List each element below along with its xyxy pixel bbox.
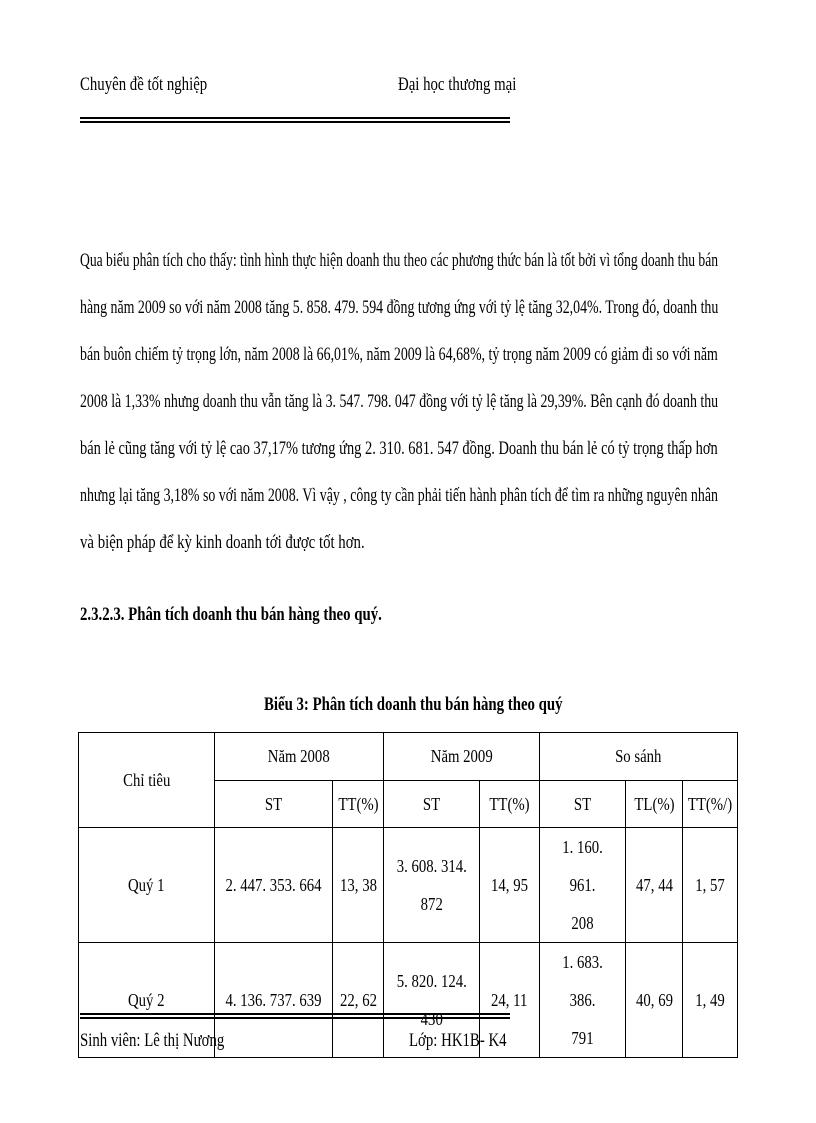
header-left-text: Chuyên đề tốt nghiệp xyxy=(80,74,208,95)
cell-tt-2008: 22, 62 xyxy=(333,943,384,1058)
footer-rule xyxy=(80,1013,510,1019)
row-label: Quý 1 xyxy=(79,828,215,943)
footer-class: Lớp: HK1B- K4 xyxy=(409,1030,507,1051)
subheader-tt-sosanh: TT(%/) xyxy=(683,781,738,828)
paragraph-line: hàng năm 2009 so với năm 2008 tăng 5. 858. 479. 594 đồng tương ứng với tỷ lệ tăng 32,04%. Trong đó, doanh thu xyxy=(80,297,719,318)
cell-tt-2009: 14, 95 xyxy=(480,828,540,943)
subheader-st-sosanh: ST xyxy=(540,781,626,828)
cell-st-2008: 2. 447. 353. 664 xyxy=(215,828,333,943)
cell-tt-sosanh: 1, 57 xyxy=(683,828,738,943)
header-chitieu: Chỉ tiêu xyxy=(79,733,215,828)
cell-tl-sosanh: 47, 44 xyxy=(626,828,683,943)
subheader-tl-sosanh: TL(%) xyxy=(626,781,683,828)
cell-tl-sosanh: 40, 69 xyxy=(626,943,683,1058)
header-right-text: Đại học thương mại xyxy=(398,74,517,95)
body-paragraph xyxy=(80,250,718,579)
paragraph-line: Qua biểu phân tích cho thấy: tình hình thực hiện doanh thu theo các phương thức bán là tốt bởi vì tổng doanh thu bán xyxy=(80,250,719,271)
cell-st-2009: 3. 608. 314. 872 xyxy=(384,828,480,943)
revenue-table xyxy=(78,732,738,1058)
paragraph-line: bán lẻ cũng tăng với tỷ lệ cao 37,17% tương ứng 2. 310. 681. 547 đồng. Doanh thu bán lẻ có tỷ trọng thấp hơn xyxy=(80,438,718,459)
subheader-tt-2008: TT(%) xyxy=(333,781,384,828)
cell-tt-sosanh: 1, 49 xyxy=(683,943,738,1058)
paragraph-line: bán buôn chiếm tỷ trọng lớn, năm 2008 là 66,01%, năm 2009 là 64,68%, tỷ trọng năm 2009 có giảm đi so với năm xyxy=(80,344,718,365)
cell-st-sosanh: 1. 683. 386. 791 xyxy=(540,943,626,1058)
cell-st-sosanh: 1. 160. 961. 208 xyxy=(540,828,626,943)
paragraph-line: nhưng lại tăng 3,18% so với năm 2008. Vì vậy , công ty cần phải tiến hành phân tích để tìm ra những nguyên nhân xyxy=(80,485,718,506)
paragraph-line-last: và biện pháp để kỳ kinh doanh tới được tốt hơn. xyxy=(80,532,365,553)
cell-tt-2008: 13, 38 xyxy=(333,828,384,943)
cell-st-2008: 4. 136. 737. 639 xyxy=(215,943,333,1058)
subheader-st-2009: ST xyxy=(384,781,480,828)
cell-st-2009: 5. 820. 124. 430 xyxy=(384,943,480,1058)
table-row xyxy=(79,828,738,943)
paragraph-line: 2008 là 1,33% nhưng doanh thu vẫn tăng là 3. 547. 798. 047 đồng với tỷ lệ tăng là 29,39%. Bên cạnh đó doanh thu xyxy=(80,391,719,412)
cell-tt-2009: 24, 11 xyxy=(480,943,540,1058)
section-heading: 2.3.2.3. Phân tích doanh thu bán hàng theo quý. xyxy=(80,604,382,625)
subheader-tt-2009: TT(%) xyxy=(480,781,540,828)
header-2008: Năm 2008 xyxy=(215,733,384,781)
header-rule xyxy=(80,117,510,123)
table-header-row xyxy=(79,733,738,781)
header-sosanh: So sánh xyxy=(540,733,738,781)
header-2009: Năm 2009 xyxy=(384,733,540,781)
footer-student: Sinh viên: Lê thị Nương xyxy=(80,1030,225,1051)
row-label: Quý 2 xyxy=(79,943,215,1058)
table-title: Biểu 3: Phân tích doanh thu bán hàng theo quý xyxy=(264,694,563,715)
subheader-st-2008: ST xyxy=(215,781,333,828)
